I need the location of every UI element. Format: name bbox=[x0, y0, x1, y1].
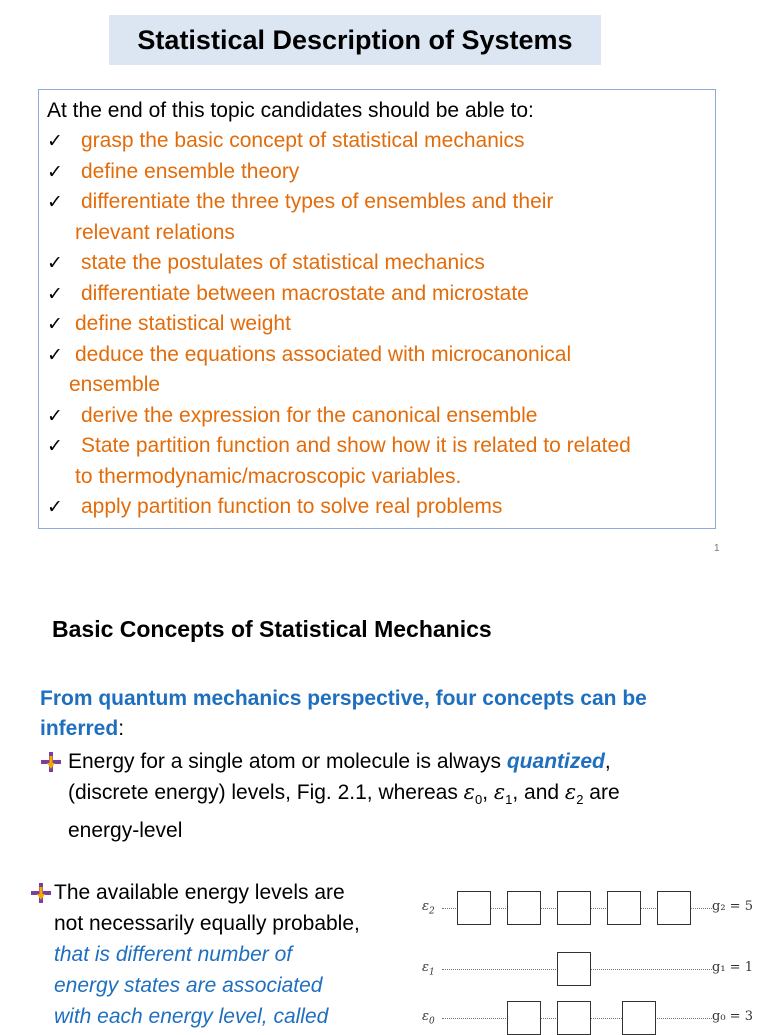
energy-state-box bbox=[507, 1001, 541, 1035]
energy-state-box bbox=[557, 1001, 591, 1035]
checkmark-icon: ✓ bbox=[47, 160, 63, 183]
objective-text: deduce the equations associated with microcanonical bbox=[75, 342, 572, 366]
objective-text: differentiate the three types of ensembles and their bbox=[81, 190, 554, 213]
objective-text: apply partition function to solve real problems bbox=[81, 495, 503, 518]
objective-text: grasp the basic concept of statistical mechanics bbox=[81, 129, 525, 152]
bullet1-text-c: (discrete energy) levels, Fig. 2.1, whereas bbox=[68, 781, 464, 804]
energy-state-box bbox=[557, 891, 591, 925]
checkmark-icon: ✓ bbox=[47, 404, 63, 427]
energy-state-box bbox=[607, 891, 641, 925]
energy-state-box bbox=[657, 891, 691, 925]
objective-text: define statistical weight bbox=[75, 312, 291, 335]
energy-state-box bbox=[457, 891, 491, 925]
checkmark-icon: ✓ bbox=[47, 130, 63, 152]
energy-level-label bbox=[422, 960, 435, 978]
page-title: Statistical Description of Systems bbox=[137, 24, 573, 55]
quantized-term: quantized bbox=[506, 750, 605, 773]
energy-level-diagram bbox=[412, 888, 768, 1027]
energy-subscript: 0 bbox=[428, 1016, 435, 1027]
checkmark-icon: ✓ bbox=[47, 343, 63, 366]
objective-text-continued: relevant relations bbox=[75, 220, 235, 244]
energy-symbol: ε bbox=[422, 899, 429, 914]
degeneracy-label: g₁ = 1 bbox=[712, 960, 753, 975]
degeneracy-label: g₂ = 5 bbox=[712, 899, 753, 914]
objectives-box bbox=[38, 89, 716, 529]
bullet2-line-d: energy states are associated bbox=[54, 974, 323, 997]
degeneracy-label: g₀ = 3 bbox=[712, 1009, 753, 1024]
objective-text: define ensemble theory bbox=[81, 159, 300, 183]
checkmark-icon: ✓ bbox=[47, 496, 63, 518]
checkmark-icon: ✓ bbox=[47, 313, 63, 335]
eps1-symbol: ε bbox=[493, 780, 506, 804]
eps0-symbol: ε bbox=[463, 780, 475, 804]
section-intro-colon: : bbox=[118, 717, 125, 740]
checkmark-icon: ✓ bbox=[47, 435, 63, 457]
objective-text-continued: ensemble bbox=[69, 373, 161, 396]
checkmark-icon: ✓ bbox=[47, 282, 63, 305]
section-intro-text: From quantum mechanics perspective, four concepts can be inferred bbox=[40, 687, 647, 740]
bullet1-comma: , bbox=[482, 781, 494, 804]
bullet-arrow-icon bbox=[30, 877, 54, 1032]
eps1-sub: 1 bbox=[505, 792, 513, 808]
bullet2-line-a: The available energy levels are bbox=[54, 881, 345, 904]
objective-text: differentiate between macrostate and microstate bbox=[81, 281, 529, 305]
objective-item bbox=[47, 248, 707, 279]
section-title: Basic Concepts of Statistical Mechanics bbox=[52, 616, 492, 642]
eps0-sub: 0 bbox=[474, 792, 483, 808]
objective-item bbox=[47, 492, 707, 523]
bullet-arrow-icon bbox=[40, 746, 68, 846]
objectives-intro: At the end of this topic candidates should be able to: bbox=[47, 99, 534, 122]
bullet1-text-e: energy-level bbox=[68, 819, 183, 843]
bullet2-line-b: not necessarily equally probable, bbox=[54, 912, 360, 935]
objective-text-continued: to thermodynamic/macroscopic variables. bbox=[75, 464, 462, 488]
eps2-symbol: ε bbox=[564, 780, 577, 804]
bullet2-line-c: that is different number of bbox=[54, 943, 293, 966]
energy-subscript: 1 bbox=[428, 967, 435, 978]
energy-subscript: 2 bbox=[428, 906, 435, 917]
energy-state-box bbox=[557, 952, 591, 986]
page-number: 1 bbox=[714, 543, 720, 554]
bullet-energy-levels bbox=[30, 877, 410, 1032]
energy-level-label bbox=[422, 899, 435, 917]
bullet1-text-d: are bbox=[583, 781, 620, 804]
bullet-quantized bbox=[40, 746, 740, 846]
section-intro bbox=[40, 684, 730, 744]
objective-item bbox=[47, 431, 707, 492]
energy-state-box bbox=[507, 891, 541, 925]
objective-text: State partition function and show how it is related to related bbox=[81, 434, 631, 457]
checkmark-icon: ✓ bbox=[47, 252, 63, 274]
energy-symbol: ε bbox=[422, 1009, 429, 1024]
energy-symbol: ε bbox=[422, 960, 429, 975]
bullet1-text-a: Energy for a single atom or molecule is always bbox=[68, 750, 507, 773]
objective-text: state the postulates of statistical mechanics bbox=[81, 251, 485, 274]
bullet2-line-e: with each energy level, called bbox=[54, 1005, 329, 1028]
objective-item bbox=[47, 187, 707, 248]
bullet1-text-b: , bbox=[604, 750, 611, 773]
objective-item bbox=[47, 309, 707, 340]
objective-item bbox=[47, 279, 707, 310]
energy-state-box bbox=[622, 1001, 656, 1035]
eps2-sub: 2 bbox=[576, 792, 584, 808]
objective-text: derive the expression for the canonical ensemble bbox=[81, 403, 538, 427]
objective-item bbox=[47, 157, 707, 188]
bullet1-and: , and bbox=[512, 781, 565, 804]
objective-item bbox=[47, 126, 707, 157]
objective-item bbox=[47, 401, 707, 432]
objective-item bbox=[47, 340, 707, 401]
objectives-list bbox=[47, 126, 707, 523]
checkmark-icon: ✓ bbox=[47, 191, 63, 213]
title-banner bbox=[109, 15, 601, 65]
